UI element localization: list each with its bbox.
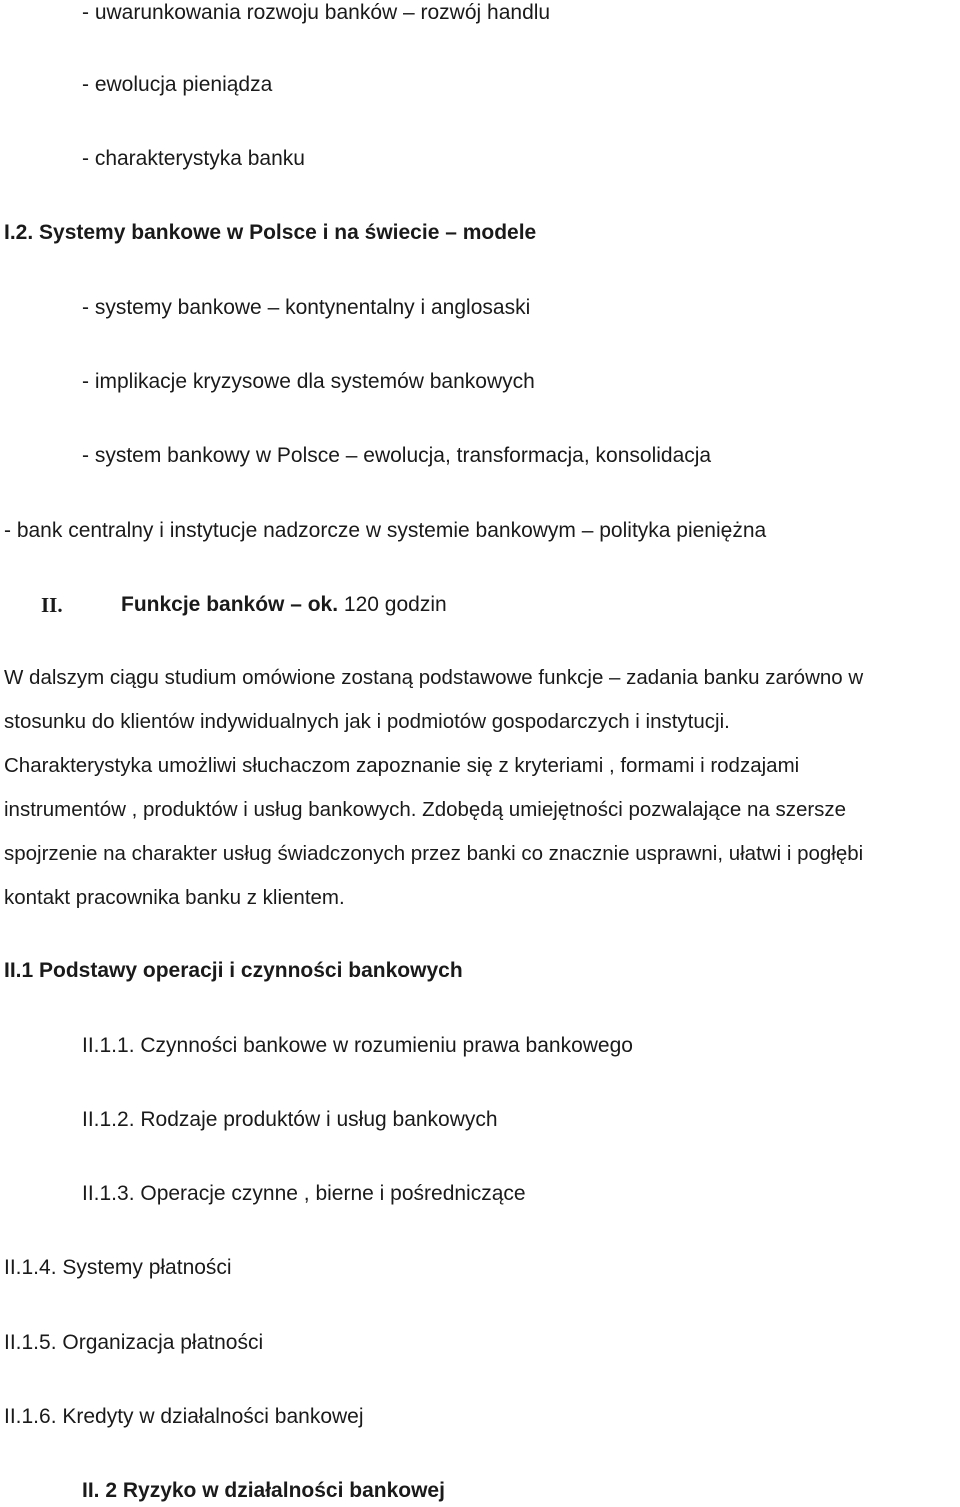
section-number: II. [41,593,63,617]
section-title-text: Funkcje banków – ok. [121,593,339,616]
section-title [121,592,447,618]
section-heading [41,592,63,619]
list-item: II.1.1. Czynności bankowe w rozumieniu prawa bankowego [82,1034,633,1057]
paragraph-line: Charakterystyka umożliwi słuchaczom zapoznanie się z kryteriami , formami i rodzajami [4,754,800,777]
paragraph-line: W dalszym ciągu studium omówione zostaną podstawowe funkcje – zadania banku zarówno w [4,666,864,689]
paragraph-line: instrumentów , produktów i usług bankowych. Zdobędą umiejętności pozwalające na szersze [4,798,847,821]
section-heading: II. 2 Ryzyko w działalności bankowej [82,1479,445,1502]
paragraph-line: kontakt pracownika banku z klientem. [4,886,345,909]
paragraph-line: stosunku do klientów indywidualnych jak i podmiotów gospodarczych i instytucji. [4,710,730,733]
section-heading: I.2. Systemy bankowe w Polsce i na świecie – modele [4,221,537,244]
list-item: - ewolucja pieniądza [82,73,273,96]
list-item: II.1.5. Organizacja płatności [4,1331,264,1354]
list-item: - system bankowy w Polsce – ewolucja, transformacja, konsolidacja [82,444,712,467]
list-item: - bank centralny i instytucje nadzorcze w systemie bankowym – polityka pieniężna [4,519,767,542]
section-heading: II.1 Podstawy operacji i czynności bankowych [4,959,463,982]
paragraph-line: spojrzenie na charakter usług świadczonych przez banki co znacznie usprawni, ułatwi i pogłębi [4,842,864,865]
list-item: II.1.3. Operacje czynne , bierne i pośredniczące [82,1182,526,1205]
list-item: - charakterystyka banku [82,147,305,170]
list-item: - uwarunkowania rozwoju banków – rozwój handlu [82,1,551,24]
list-item: II.1.4. Systemy płatności [4,1256,232,1279]
list-item: II.1.6. Kredyty w działalności bankowej [4,1405,364,1428]
section-hours: 120 godzin [343,593,447,616]
list-item: - systemy bankowe – kontynentalny i anglosaski [82,296,531,319]
list-item: - implikacje kryzysowe dla systemów bankowych [82,370,535,393]
section-description [4,656,959,920]
list-item: II.1.2. Rodzaje produktów i usług bankowych [82,1108,498,1131]
